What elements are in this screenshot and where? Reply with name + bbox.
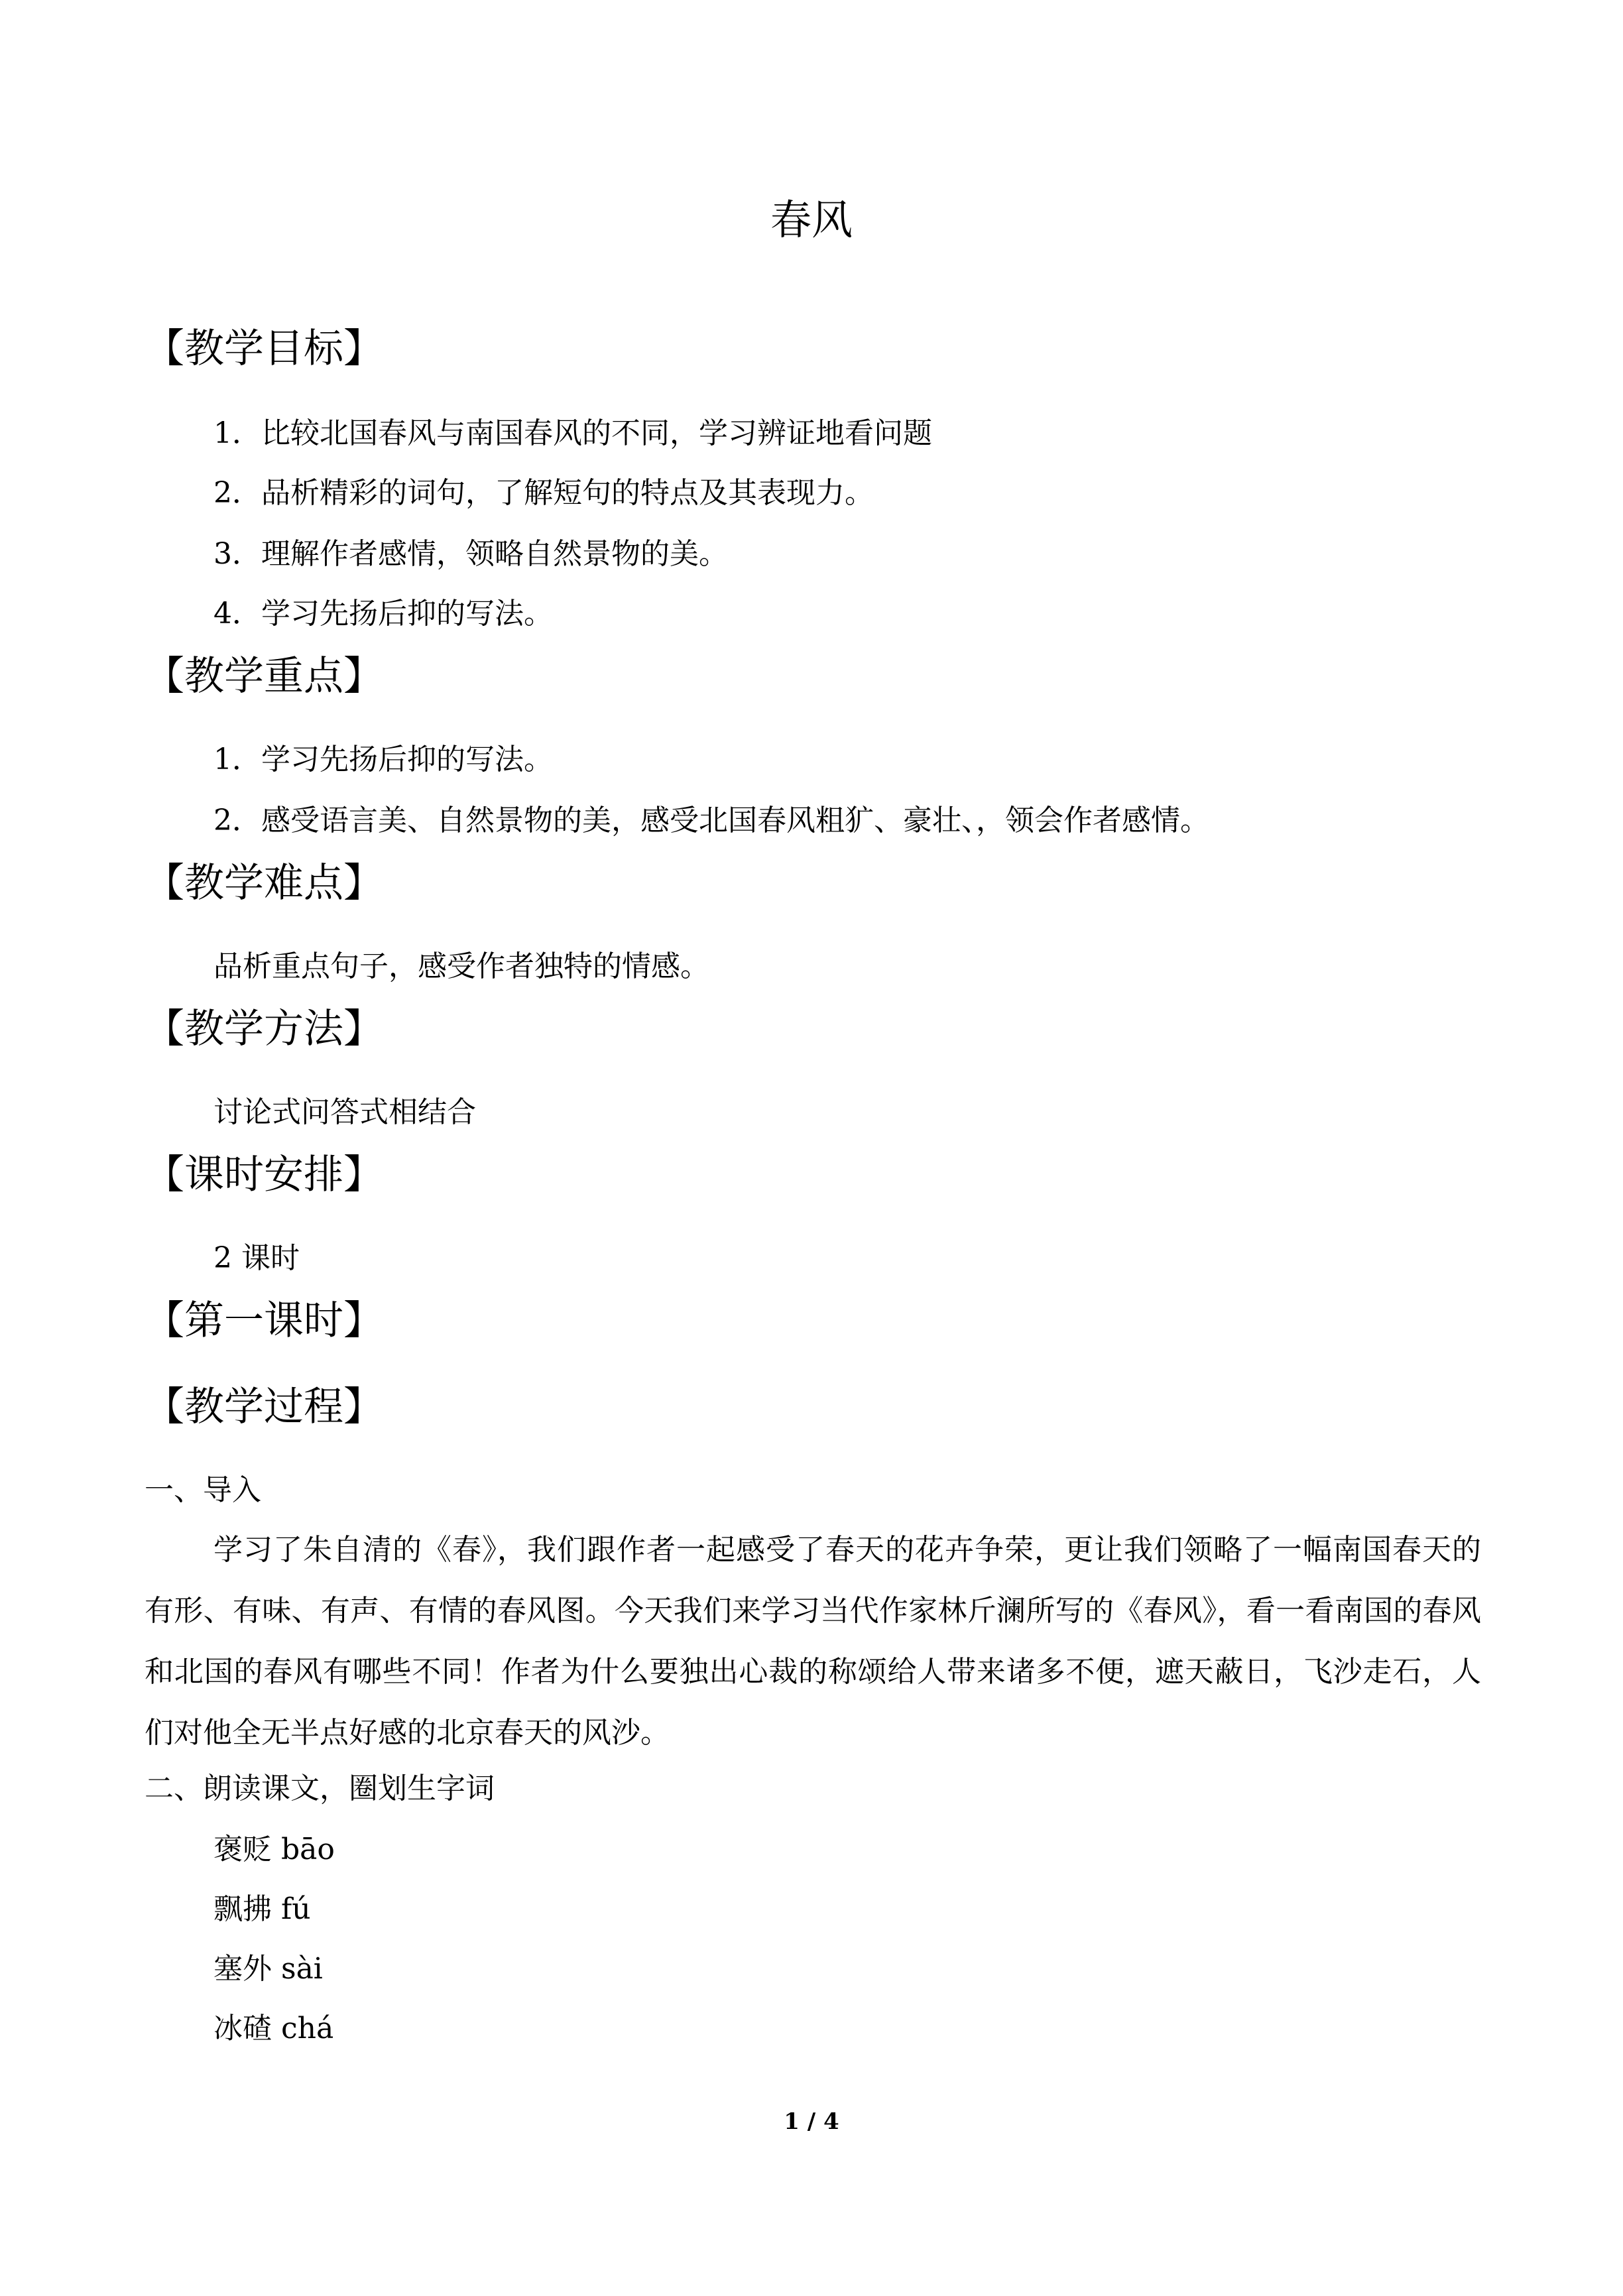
objective-item: 2．品析精彩的词句，了解短句的特点及其表现力。 (213, 476, 874, 510)
process-step1-title: 一、导入 (145, 1473, 261, 1507)
methods-text: 讨论式问答式相结合 (213, 1095, 476, 1129)
objective-item: 3．理解作者感情，领略自然景物的美。 (213, 537, 728, 571)
page-title: 春风 (770, 196, 853, 244)
schedule-text: 2 课时 (213, 1241, 300, 1275)
lesson-one-heading: 【第一课时】 (145, 1298, 383, 1344)
key-point-item: 2．感受语言美、自然景物的美，感受北国春风粗犷、豪壮、，领会作者感情。 (213, 804, 1209, 837)
objectives-heading: 【教学目标】 (145, 326, 383, 372)
key-points-heading: 【教学重点】 (145, 653, 383, 699)
difficulties-text: 品析重点句子，感受作者独特的情感。 (213, 949, 709, 983)
vocab-item: 褒贬 bāo (213, 1833, 335, 1866)
vocab-item: 塞外 sài (213, 1952, 323, 1986)
difficulties-heading: 【教学难点】 (145, 860, 383, 906)
objective-item: 4．学习先扬后抑的写法。 (213, 597, 553, 631)
vocab-item: 飘拂 fú (213, 1892, 311, 1926)
process-step2-title: 二、朗读课文，圈划生字词 (145, 1772, 495, 1805)
page-number: 1 / 4 (784, 2108, 839, 2135)
methods-heading: 【教学方法】 (145, 1006, 383, 1052)
objective-item: 1．比较北国春风与南国春风的不同，学习辨证地看问题 (213, 416, 932, 450)
process-step1-text: 学习了朱自清的《春》，我们跟作者一起感受了春天的花卉争荣，更让我们领略了一幅南国春天的有形、有味、有声、有情的春风图。今天我们来学习当代作家林斤澜所写的《春风》，看一看南国的春风和北国的春风有哪些不同！作者为什么要独出心裁的称颂给人带来诸多不便，遮天蔽日，飞沙走石，人们对他全无半点好感的北京春天的风沙。 (145, 1533, 1481, 1750)
schedule-heading: 【课时安排】 (145, 1152, 383, 1198)
key-point-item: 1．学习先扬后抑的写法。 (213, 743, 553, 776)
process-heading: 【教学过程】 (145, 1384, 383, 1430)
vocab-item: 冰碴 chá (213, 2012, 334, 2045)
